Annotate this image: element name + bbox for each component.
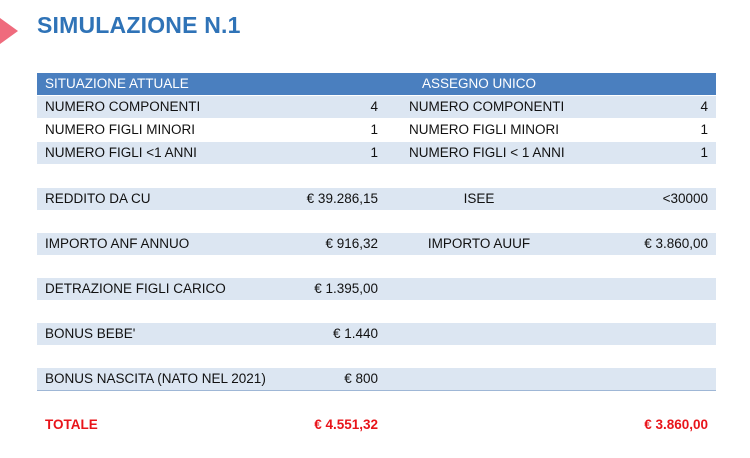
total-row bbox=[37, 414, 716, 436]
table-row bbox=[37, 233, 716, 255]
right-value: 1 bbox=[700, 145, 708, 160]
right-value: <30000 bbox=[662, 191, 708, 206]
spacer-row bbox=[37, 301, 716, 323]
right-value: 4 bbox=[700, 99, 708, 114]
left-value: € 800 bbox=[344, 371, 378, 386]
spacer-row bbox=[37, 165, 716, 187]
left-value: € 916,32 bbox=[325, 236, 378, 251]
spacer-row bbox=[37, 211, 716, 233]
right-label: NUMERO FIGLI MINORI bbox=[409, 122, 560, 137]
right-label: NUMERO FIGLI < 1 ANNI bbox=[409, 145, 565, 160]
left-value: 1 bbox=[370, 122, 378, 137]
left-value: 1 bbox=[370, 145, 378, 160]
table-row bbox=[37, 96, 716, 118]
right-value: € 3.860,00 bbox=[644, 236, 708, 251]
page-title: SIMULAZIONE N.1 bbox=[37, 12, 241, 38]
left-label: DETRAZIONE FIGLI CARICO bbox=[45, 281, 226, 296]
table-row bbox=[37, 368, 716, 391]
left-value: € 39.286,15 bbox=[306, 191, 378, 206]
left-label: NUMERO FIGLI MINORI bbox=[45, 122, 196, 137]
table-row bbox=[37, 188, 716, 210]
table-row bbox=[37, 323, 716, 345]
left-value: 4 bbox=[370, 99, 378, 114]
left-label: IMPORTO ANF ANNUO bbox=[45, 236, 190, 251]
total-left-value: € 4.551,32 bbox=[314, 417, 378, 432]
right-label: IMPORTO AUUF bbox=[427, 236, 531, 251]
left-label: NUMERO COMPONENTI bbox=[45, 99, 201, 114]
right-label: NUMERO COMPONENTI bbox=[409, 99, 565, 114]
total-label: TOTALE bbox=[45, 417, 98, 432]
spacer-row bbox=[37, 346, 716, 368]
header-situazione-attuale: SITUAZIONE ATTUALE bbox=[45, 76, 189, 91]
right-label: ISEE bbox=[463, 191, 495, 206]
left-label: BONUS NASCITA (NATO NEL 2021) bbox=[45, 371, 266, 386]
table-row bbox=[37, 119, 716, 141]
left-label: BONUS BEBE' bbox=[45, 326, 136, 341]
table-row bbox=[37, 278, 716, 300]
header-assegno-unico: ASSEGNO UNICO bbox=[421, 76, 537, 91]
left-label: REDDITO DA CU bbox=[45, 191, 151, 206]
decorative-arrow-icon bbox=[0, 18, 18, 44]
table-header bbox=[37, 73, 716, 95]
left-label: NUMERO FIGLI <1 ANNI bbox=[45, 145, 197, 160]
spacer-row bbox=[37, 256, 716, 278]
left-value: € 1.395,00 bbox=[314, 281, 378, 296]
table-row bbox=[37, 142, 716, 164]
total-right-value: € 3.860,00 bbox=[644, 417, 708, 432]
right-value: 1 bbox=[700, 122, 708, 137]
left-value: € 1.440 bbox=[332, 326, 378, 341]
